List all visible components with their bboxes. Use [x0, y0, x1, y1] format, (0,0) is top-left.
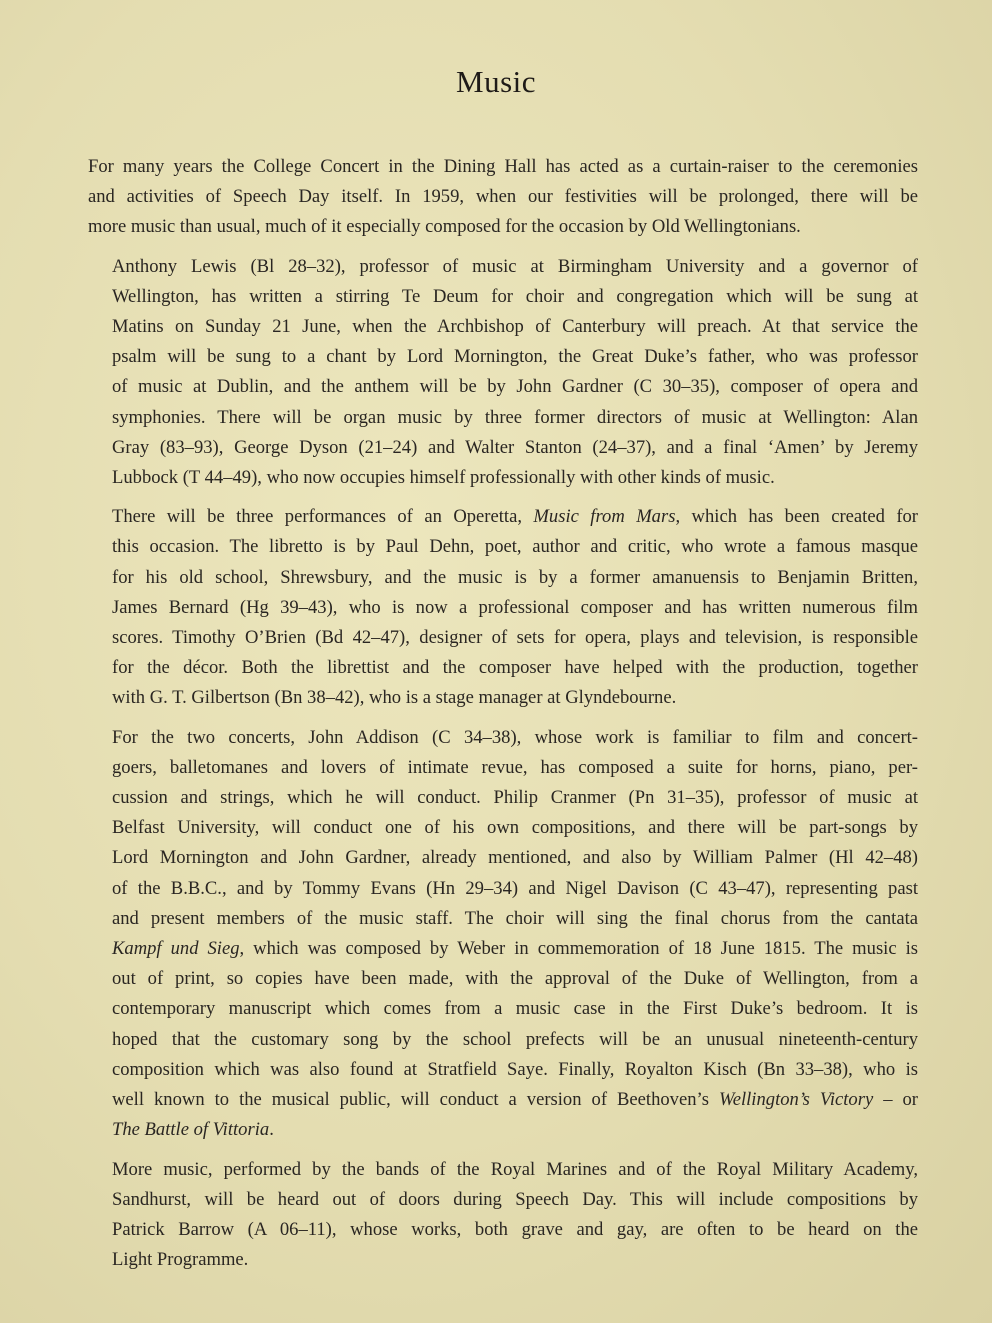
text-run: Gray (83–93), George Dyson (21–24) and Walter Stanton (24–37), and a final ‘Amen’ by Jeremy	[112, 436, 918, 458]
text-line	[88, 563, 918, 593]
text-run: , which was composed by Weber in commemoration of 18 June 1815. The music is	[239, 938, 919, 960]
text-run: and activities of Speech Day itself. In 1959, when our festivities will be prolonged, there will be	[88, 186, 918, 208]
text-line	[88, 683, 918, 713]
page-title: Music	[456, 64, 536, 99]
text-line	[88, 463, 918, 493]
text-run: James Bernard (Hg 39–43), who is now a professional composer and has written numerous film	[112, 596, 918, 618]
text-run: – or	[873, 1089, 918, 1111]
text-line	[88, 653, 918, 683]
paragraph	[88, 723, 918, 1146]
text-run: Wellington, has written a stirring Te Deum for choir and congregation which will be sung at	[112, 285, 918, 307]
text-run: Anthony Lewis (Bl 28–32), professor of music at Birmingham University and a governor of	[112, 255, 918, 277]
text-line	[88, 1085, 918, 1115]
text-line	[88, 964, 918, 994]
text-line	[88, 182, 918, 212]
text-run: symphonies. There will be organ music by three former directors of music at Wellington: Alan	[112, 406, 918, 428]
text-run: Lubbock (T 44–49), who now occupies himself professionally with other kinds of music.	[112, 467, 775, 489]
text-line	[88, 1115, 918, 1145]
text-line	[88, 723, 918, 753]
text-run: and present members of the music staff. The choir will sing the final chorus from the cantata	[112, 907, 918, 929]
text-run: .	[269, 1119, 274, 1141]
text-line	[88, 403, 918, 433]
text-run: , which has been created for	[675, 506, 918, 528]
text-line	[88, 1025, 918, 1055]
paragraph	[88, 152, 918, 243]
text-line	[88, 593, 918, 623]
text-run: with G. T. Gilbertson (Bn 38–42), who is a stage manager at Glyndebourne.	[112, 687, 677, 709]
text-run: composition which was also found at Stratfield Saye. Finally, Royalton Kisch (Bn 33–38), who is	[112, 1058, 918, 1080]
text-run: psalm will be sung to a chant by Lord Mornington, the Great Duke’s father, who was professor	[112, 346, 918, 368]
text-line	[88, 252, 918, 282]
text-line	[88, 623, 918, 653]
text-line	[88, 433, 918, 463]
text-line	[88, 1155, 918, 1185]
text-line	[88, 152, 918, 182]
text-line	[88, 904, 918, 934]
text-run: goers, balletomanes and lovers of intimate revue, has composed a suite for horns, piano, per-	[112, 756, 918, 778]
text-run: More music, performed by the bands of the Royal Marines and of the Royal Military Academy,	[112, 1158, 918, 1180]
text-line	[88, 874, 918, 904]
text-line	[88, 1245, 918, 1275]
text-line	[88, 532, 918, 562]
italic-title: The Battle of Vittoria	[112, 1119, 270, 1141]
italic-title: Music from Mars	[533, 506, 676, 528]
paragraph	[88, 252, 918, 494]
text-line	[88, 502, 918, 532]
paragraph	[88, 1155, 918, 1276]
text-line	[88, 1185, 918, 1215]
text-line	[88, 212, 918, 242]
italic-title: Kampf und Sieg	[112, 938, 240, 960]
text-run: well known to the musical public, will conduct a version of Beethoven’s	[112, 1089, 719, 1111]
text-line	[88, 1215, 918, 1245]
text-line	[88, 783, 918, 813]
article-body	[88, 152, 918, 1284]
text-run: scores. Timothy O’Brien (Bd 42–47), designer of sets for opera, plays and television, is responsible	[112, 627, 918, 649]
text-line	[88, 843, 918, 873]
text-run: There will be three performances of an Operetta,	[112, 506, 534, 528]
text-run: Patrick Barrow (A 06–11), whose works, both grave and gay, are often to be heard on the	[112, 1218, 918, 1240]
text-run: of the B.B.C., and by Tommy Evans (Hn 29–34) and Nigel Davison (C 43–47), representing past	[112, 877, 918, 899]
text-line	[88, 372, 918, 402]
text-line	[88, 994, 918, 1024]
text-run: for the décor. Both the librettist and the composer have helped with the production, together	[112, 657, 918, 679]
text-run: contemporary manuscript which comes from a music case in the First Duke’s bedroom. It is	[112, 998, 918, 1020]
text-run: Sandhurst, will be heard out of doors during Speech Day. This will include compositions by	[112, 1188, 918, 1210]
text-line	[88, 1055, 918, 1085]
text-run: For many years the College Concert in the Dining Hall has acted as a curtain-raiser to the ceremonies	[88, 156, 918, 177]
text-run: Lord Mornington and John Gardner, already mentioned, and also by William Palmer (Hl 42–48)	[112, 847, 918, 869]
text-run: cussion and strings, which he will conduct. Philip Cranmer (Pn 31–35), professor of music at	[112, 787, 918, 809]
text-line	[88, 934, 918, 964]
text-run: for his old school, Shrewsbury, and the music is by a former amanuensis to Benjamin Britten,	[112, 566, 918, 588]
text-run: out of print, so copies have been made, with the approval of the Duke of Wellington, from a	[112, 968, 918, 990]
text-run: Light Programme.	[112, 1249, 249, 1271]
text-run: For the two concerts, John Addison (C 34–38), whose work is familiar to film and concert-	[112, 726, 918, 748]
paragraph	[88, 502, 918, 713]
text-run: Matins on Sunday 21 June, when the Archbishop of Canterbury will preach. At that service the	[112, 316, 918, 338]
text-line	[88, 282, 918, 312]
text-run: Belfast University, will conduct one of his own compositions, and there will be part-songs by	[112, 817, 918, 839]
text-run: of music at Dublin, and the anthem will be by John Gardner (C 30–35), composer of opera and	[112, 376, 918, 398]
text-run: this occasion. The libretto is by Paul Dehn, poet, author and critic, who wrote a famous masque	[112, 536, 918, 558]
text-run: more music than usual, much of it especially composed for the occasion by Old Wellingtonians.	[88, 216, 801, 238]
text-line	[88, 312, 918, 342]
text-run: hoped that the customary song by the school prefects will be an unusual nineteenth-century	[112, 1028, 918, 1050]
italic-title: Wellington’s Victory	[718, 1089, 874, 1111]
text-line	[88, 813, 918, 843]
text-line	[88, 342, 918, 372]
text-line	[88, 753, 918, 783]
